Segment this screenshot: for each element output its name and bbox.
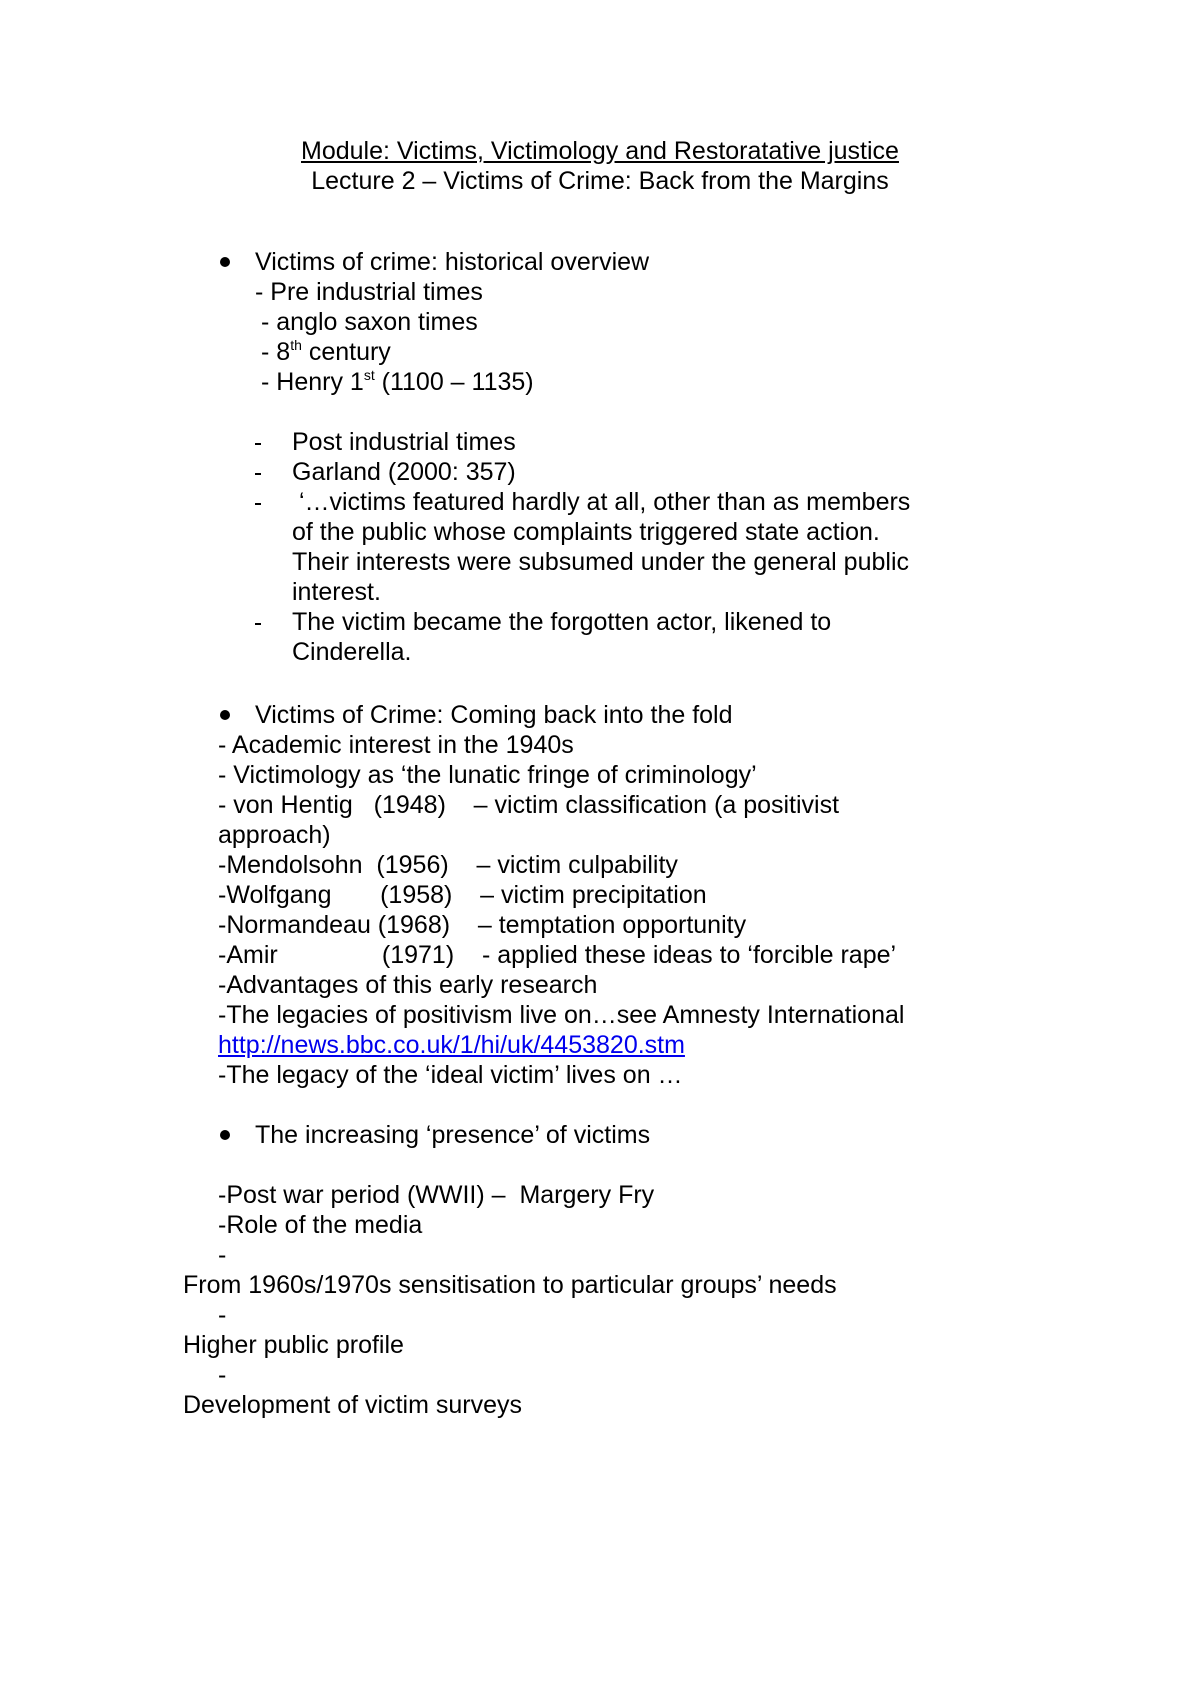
section-2-title: Victims of Crime: Coming back into the fold <box>255 701 733 729</box>
bullet-icon <box>220 710 230 720</box>
list-item: -Wolfgang (1958) – victim precipitation <box>218 881 707 909</box>
list-item: From 1960s/1970s sensitisation to particular groups’ needs <box>183 1271 837 1299</box>
list-item: - 8th century <box>261 337 391 366</box>
quote-line: ‘…victims featured hardly at all, other than as members <box>292 488 911 516</box>
lecture-title: Lecture 2 – Victims of Crime: Back from the Margins <box>311 167 889 195</box>
list-item: - Victimology as ‘the lunatic fringe of criminology’ <box>218 761 757 789</box>
module-title: Module: Victims, Victimology and Restoratative justice <box>301 137 899 165</box>
bullet-icon <box>220 1130 230 1140</box>
list-item: -Amir (1971) - applied these ideas to ‘forcible rape’ <box>218 941 897 969</box>
list-item: -Advantages of this early research <box>218 971 598 999</box>
bbc-news-link[interactable]: http://news.bbc.co.uk/1/hi/uk/4453820.stm <box>218 1031 685 1059</box>
list-item: The victim became the forgotten actor, likened to <box>292 608 832 636</box>
list-item: Development of victim surveys <box>183 1391 523 1419</box>
list-item: - <box>218 1241 227 1269</box>
list-item: - von Hentig (1948) – victim classification (a positivist <box>218 791 840 819</box>
list-item: -The legacy of the ‘ideal victim’ lives on … <box>218 1061 683 1089</box>
list-item: - <box>218 1361 227 1389</box>
list-item: - <box>218 1301 227 1329</box>
bullet-icon <box>220 257 230 267</box>
dash-icon <box>255 623 261 625</box>
dash-icon <box>255 503 261 505</box>
list-item: -Normandeau (1968) – temptation opportunity <box>218 911 747 939</box>
section-3-title: The increasing ‘presence’ of victims <box>255 1121 651 1149</box>
quote-line: of the public whose complaints triggered state action. <box>292 518 880 546</box>
list-item: Cinderella. <box>292 638 412 666</box>
list-item: -Mendolsohn (1956) – victim culpability <box>218 851 678 879</box>
list-item: - anglo saxon times <box>261 308 478 336</box>
list-item: - Henry 1st (1100 – 1135) <box>261 367 534 396</box>
quote-line: Their interests were subsumed under the general public <box>292 548 910 576</box>
list-item: approach) <box>218 821 331 849</box>
section-1-title: Victims of crime: historical overview <box>255 248 650 276</box>
list-item: -Post war period (WWII) – Margery Fry <box>218 1181 655 1209</box>
list-item: Higher public profile <box>183 1331 404 1359</box>
dash-icon <box>255 473 261 475</box>
list-item: -Role of the media <box>218 1211 423 1239</box>
quote-line: interest. <box>292 578 381 606</box>
list-item: Garland (2000: 357) <box>292 458 516 486</box>
dash-icon <box>255 443 261 445</box>
list-item: - Academic interest in the 1940s <box>218 731 574 759</box>
list-item: Post industrial times <box>292 428 516 456</box>
list-item: - Pre industrial times <box>255 278 483 306</box>
list-item: -The legacies of positivism live on…see Amnesty International <box>218 1001 905 1029</box>
